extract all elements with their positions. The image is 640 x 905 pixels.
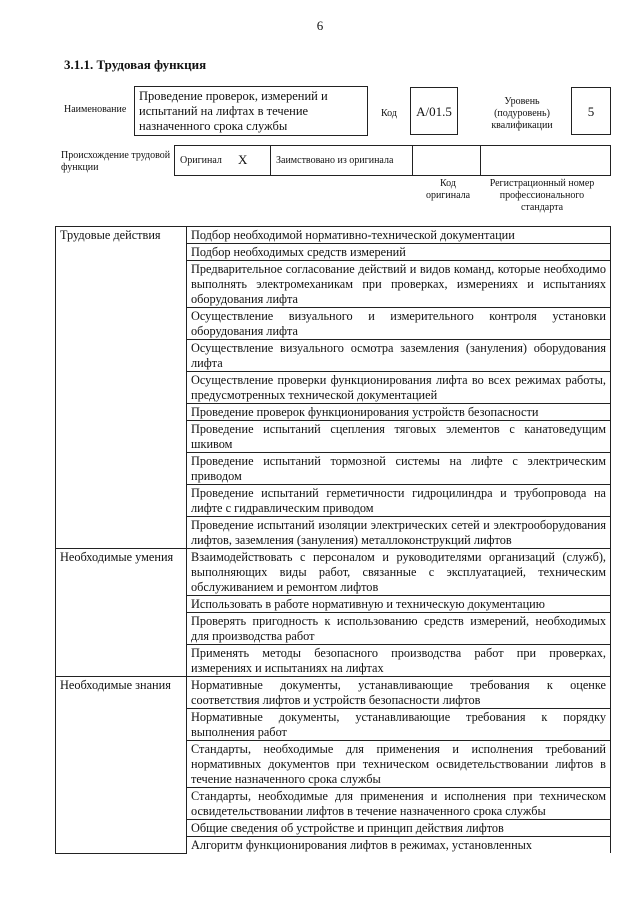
list-item: Применять методы безопасного производства работ при проверках, измерениях и испытаниях на лифтах (187, 645, 611, 677)
original-label: Оригинал (180, 155, 222, 166)
origin-box (174, 145, 611, 176)
function-code: A/01.5 (410, 87, 458, 135)
section-title-knowledge: Необходимые знания (56, 677, 187, 854)
code-label: Код (381, 108, 397, 119)
list-item: Проведение проверок функционирования устройств безопасности (187, 404, 611, 421)
list-item: Нормативные документы, устанавливающие требования к порядку выполнения работ (187, 709, 611, 741)
table-row (56, 677, 611, 709)
function-details-table (55, 226, 611, 854)
original-mark: X (238, 152, 248, 167)
section-title-actions: Трудовые действия (56, 227, 187, 549)
list-item: Проведение испытаний тормозной системы на лифте с электрическим приводом (187, 453, 611, 485)
table-row (56, 227, 611, 244)
origin-label: Происхождение трудовой функции (61, 150, 171, 173)
list-item: Стандарты, необходимые для применения и исполнения требований нормативных документов при техническом освидетельствовании лифтов в течение назначенного срока службы (187, 741, 611, 788)
page-number: 6 (316, 18, 324, 33)
list-item: Стандарты, необходимые для применения и исполнения при техническом освидетельствовании лифтов в течение назначенного срока службы (187, 788, 611, 820)
level-label: Уровень (подуровень) квалификации (491, 96, 553, 131)
list-item: Предварительное согласование действий и видов команд, которые необходимо выполнять электромеханикам при проверках, измерениях и испытаниях оборудования лифта (187, 261, 611, 308)
list-item: Проведение испытаний сцепления тяговых элементов с канатоведущим шкивом (187, 421, 611, 453)
list-item: Общие сведения об устройстве и принцип действия лифтов (187, 820, 611, 837)
list-item: Осуществление проверки функционирования лифта во всех режимах работы, предусмотренных технической документацией (187, 372, 611, 404)
borrowed-label: Заимствовано из оригинала (276, 155, 394, 166)
list-item: Проведение испытаний изоляции электрических сетей и электрооборудования лифтов, заземления (зануления) металлоконструкций лифтов (187, 517, 611, 549)
list-item: Проведение испытаний герметичности гидроцилиндра и трубопровода на лифте с гидравлическим приводом (187, 485, 611, 517)
registration-number-label: Регистрационный номер профессионального стандарта (489, 178, 595, 213)
name-label: Наименование (64, 104, 127, 115)
list-item: Проверять пригодность к использованию средств измерений, необходимых для производства работ (187, 613, 611, 645)
list-item: Осуществление визуального осмотра заземления (зануления) оборудования лифта (187, 340, 611, 372)
list-item: Взаимодействовать с персоналом и руководителями организаций (служб), выполняющих виды работ, связанные с эксплуатацией, техническим обслуживанием и ремонтом лифтов (187, 549, 611, 596)
function-name: Проведение проверок, измерений и испытаний на лифтах в течение назначенного срока службы (134, 86, 368, 136)
list-item: Подбор необходимых средств измерений (187, 244, 611, 261)
list-item: Алгоритм функционирования лифтов в режимах, установленных (187, 837, 611, 854)
code-original-label: Код оригинала (425, 178, 471, 201)
section-title: 3.1.1. Трудовая функция (64, 57, 207, 72)
list-item: Нормативные документы, устанавливающие требования к оценке соответствия лифтов и устройств безопасности лифтов (187, 677, 611, 709)
list-item: Использовать в работе нормативную и техническую документацию (187, 596, 611, 613)
table-row (56, 549, 611, 596)
section-title-skills: Необходимые умения (56, 549, 187, 677)
list-item: Осуществление визуального и измерительного контроля установки оборудования лифта (187, 308, 611, 340)
list-item: Подбор необходимой нормативно-технической документации (187, 227, 611, 244)
qualification-level: 5 (571, 87, 611, 135)
